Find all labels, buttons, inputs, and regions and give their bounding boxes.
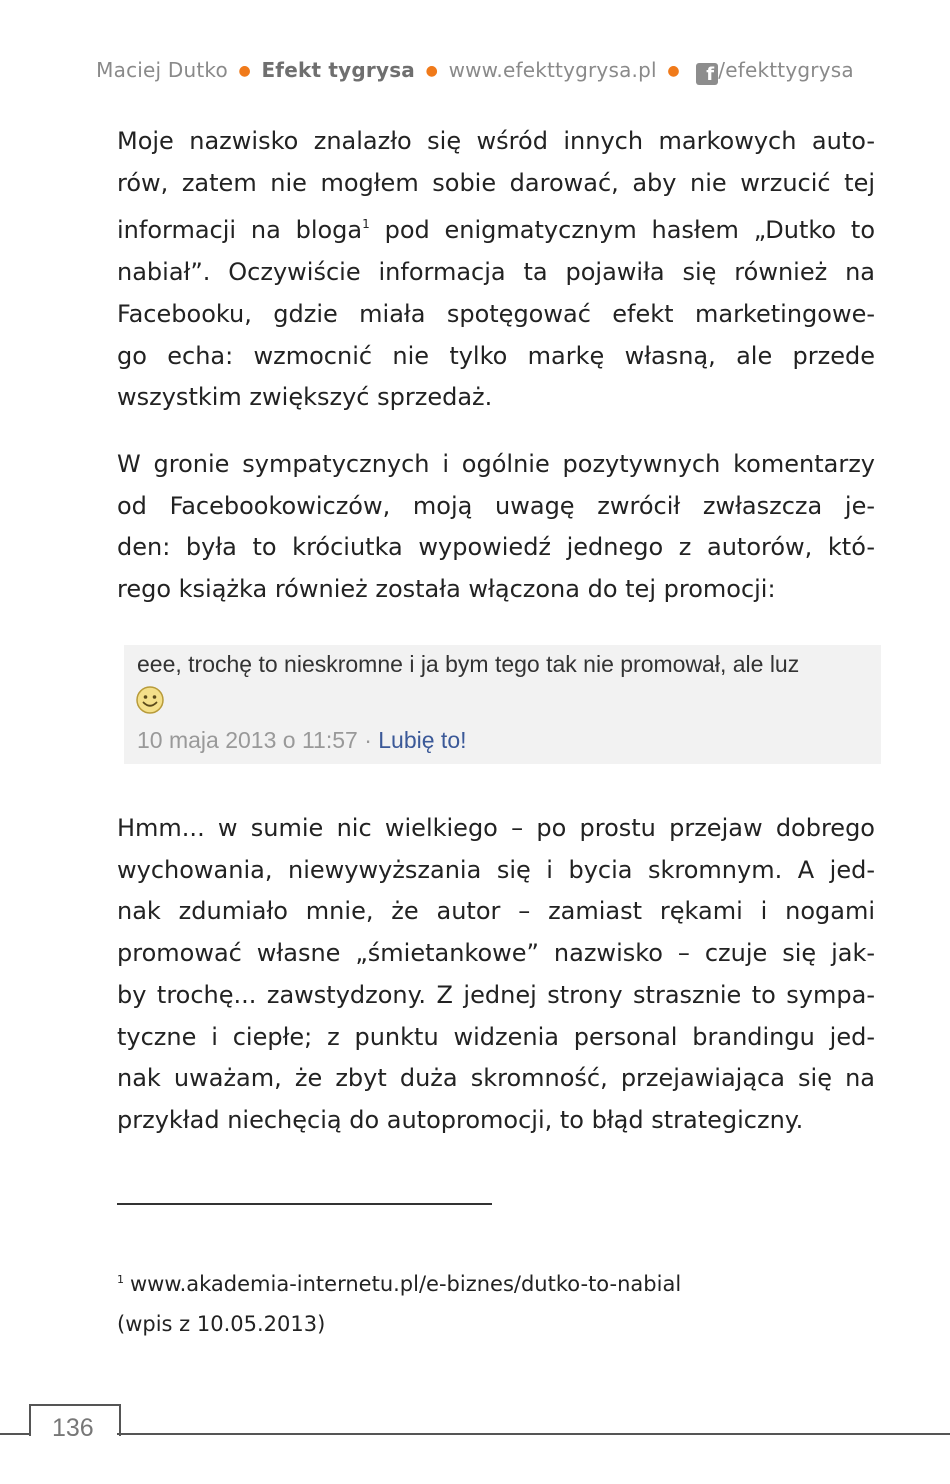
- facebook-icon: f: [696, 63, 718, 85]
- text-fragment: informacji na bloga: [117, 216, 363, 245]
- header-separator-dot: ●: [425, 63, 438, 79]
- comment-text: eee, trochę to nieskromne i ja bym tego tak nie promował, ale luz: [137, 651, 800, 677]
- text-line: nak zdumiało mnie, że autor – zamiast rękami i nogami: [117, 897, 875, 926]
- footnote-reference: 1: [362, 217, 370, 232]
- facebook-comment-screenshot: [124, 645, 881, 764]
- header-separator-dot: ●: [667, 63, 680, 79]
- comment-meta: [137, 727, 467, 754]
- footer-rule-left: [0, 1433, 29, 1435]
- text-line: Facebooku, gdzie miała spotęgować efekt marketingowe-: [117, 299, 875, 328]
- footnote-number: 1: [117, 1273, 124, 1286]
- header-facebook-handle: /efekttygrysa: [718, 58, 854, 82]
- header-book-title: Efekt tygrysa: [261, 58, 416, 82]
- meta-separator: ·: [357, 727, 379, 753]
- footnote-divider: [117, 1203, 492, 1205]
- text-line: den: była to króciutka wypowiedź jednego z autorów, któ-: [117, 533, 875, 562]
- text-line: nabiał”. Oczywiście informacja ta pojawiła się również na: [117, 258, 875, 287]
- footnote-url: www.akademia-internetu.pl/e-biznes/dutko-to-nabial: [130, 1272, 682, 1296]
- page-number: 136: [52, 1414, 94, 1442]
- text-line: Moje nazwisko znalazło się wśród innych markowych auto-: [117, 127, 875, 155]
- footnote-note: (wpis z 10.05.2013): [117, 1312, 326, 1336]
- text-line: promować własne „śmietankowe” nazwisko – czuje się jak-: [117, 939, 875, 968]
- smiley-icon: [135, 685, 165, 715]
- like-link[interactable]: Lubię to!: [378, 727, 467, 753]
- text-line: wszystkim zwiększyć sprzedaż.: [117, 383, 493, 412]
- text-line: rów, zatem nie mogłem sobie darować, aby nie wrzucić tej: [117, 168, 875, 197]
- paragraph-3: [117, 808, 875, 1142]
- text-line: rego książka również została włączona do tej promocji:: [117, 575, 776, 604]
- text-line: by trochę... zawstydzony. Z jednej strony strasznie to sympa-: [117, 980, 875, 1009]
- text-line: tyczne i ciepłe; z punktu widzenia personal brandingu jed-: [117, 1022, 875, 1051]
- text-line: wychowania, niewywyższania się i bycia skromnym. A jed-: [117, 855, 875, 884]
- text-line: Hmm... w sumie nic wielkiego – po prostu przejaw dobrego: [117, 814, 875, 842]
- footnote-line: [117, 1260, 681, 1304]
- text-line: go echa: wzmocnić nie tylko markę własną, ale przede: [117, 341, 875, 370]
- header-website: www.efekttygrysa.pl: [448, 58, 657, 82]
- text-fragment: pod enigmatycznym hasłem „Dutko to: [369, 216, 875, 245]
- header-separator-dot: ●: [238, 63, 251, 79]
- header-author: Maciej Dutko: [96, 58, 228, 82]
- text-line: przykład niechęcią do autopromocji, to błąd strategiczny.: [117, 1105, 804, 1134]
- text-line: nak uważam, że zbyt duża skromność, przejawiająca się na: [117, 1064, 875, 1093]
- comment-date: 10 maja 2013 o 11:57: [137, 727, 358, 753]
- text-line: W gronie sympatycznych i ogólnie pozytywnych komentarzy: [117, 450, 875, 478]
- footnote: [117, 1260, 681, 1344]
- text-line: od Facebookowiczów, moją uwagę zwrócił zwłaszcza je-: [117, 491, 875, 520]
- paragraph-2: [117, 444, 875, 611]
- footer-rule: [117, 1433, 950, 1435]
- running-header: [0, 58, 950, 85]
- paragraph-1: [117, 121, 875, 419]
- text-line-with-footnote: [117, 204, 875, 252]
